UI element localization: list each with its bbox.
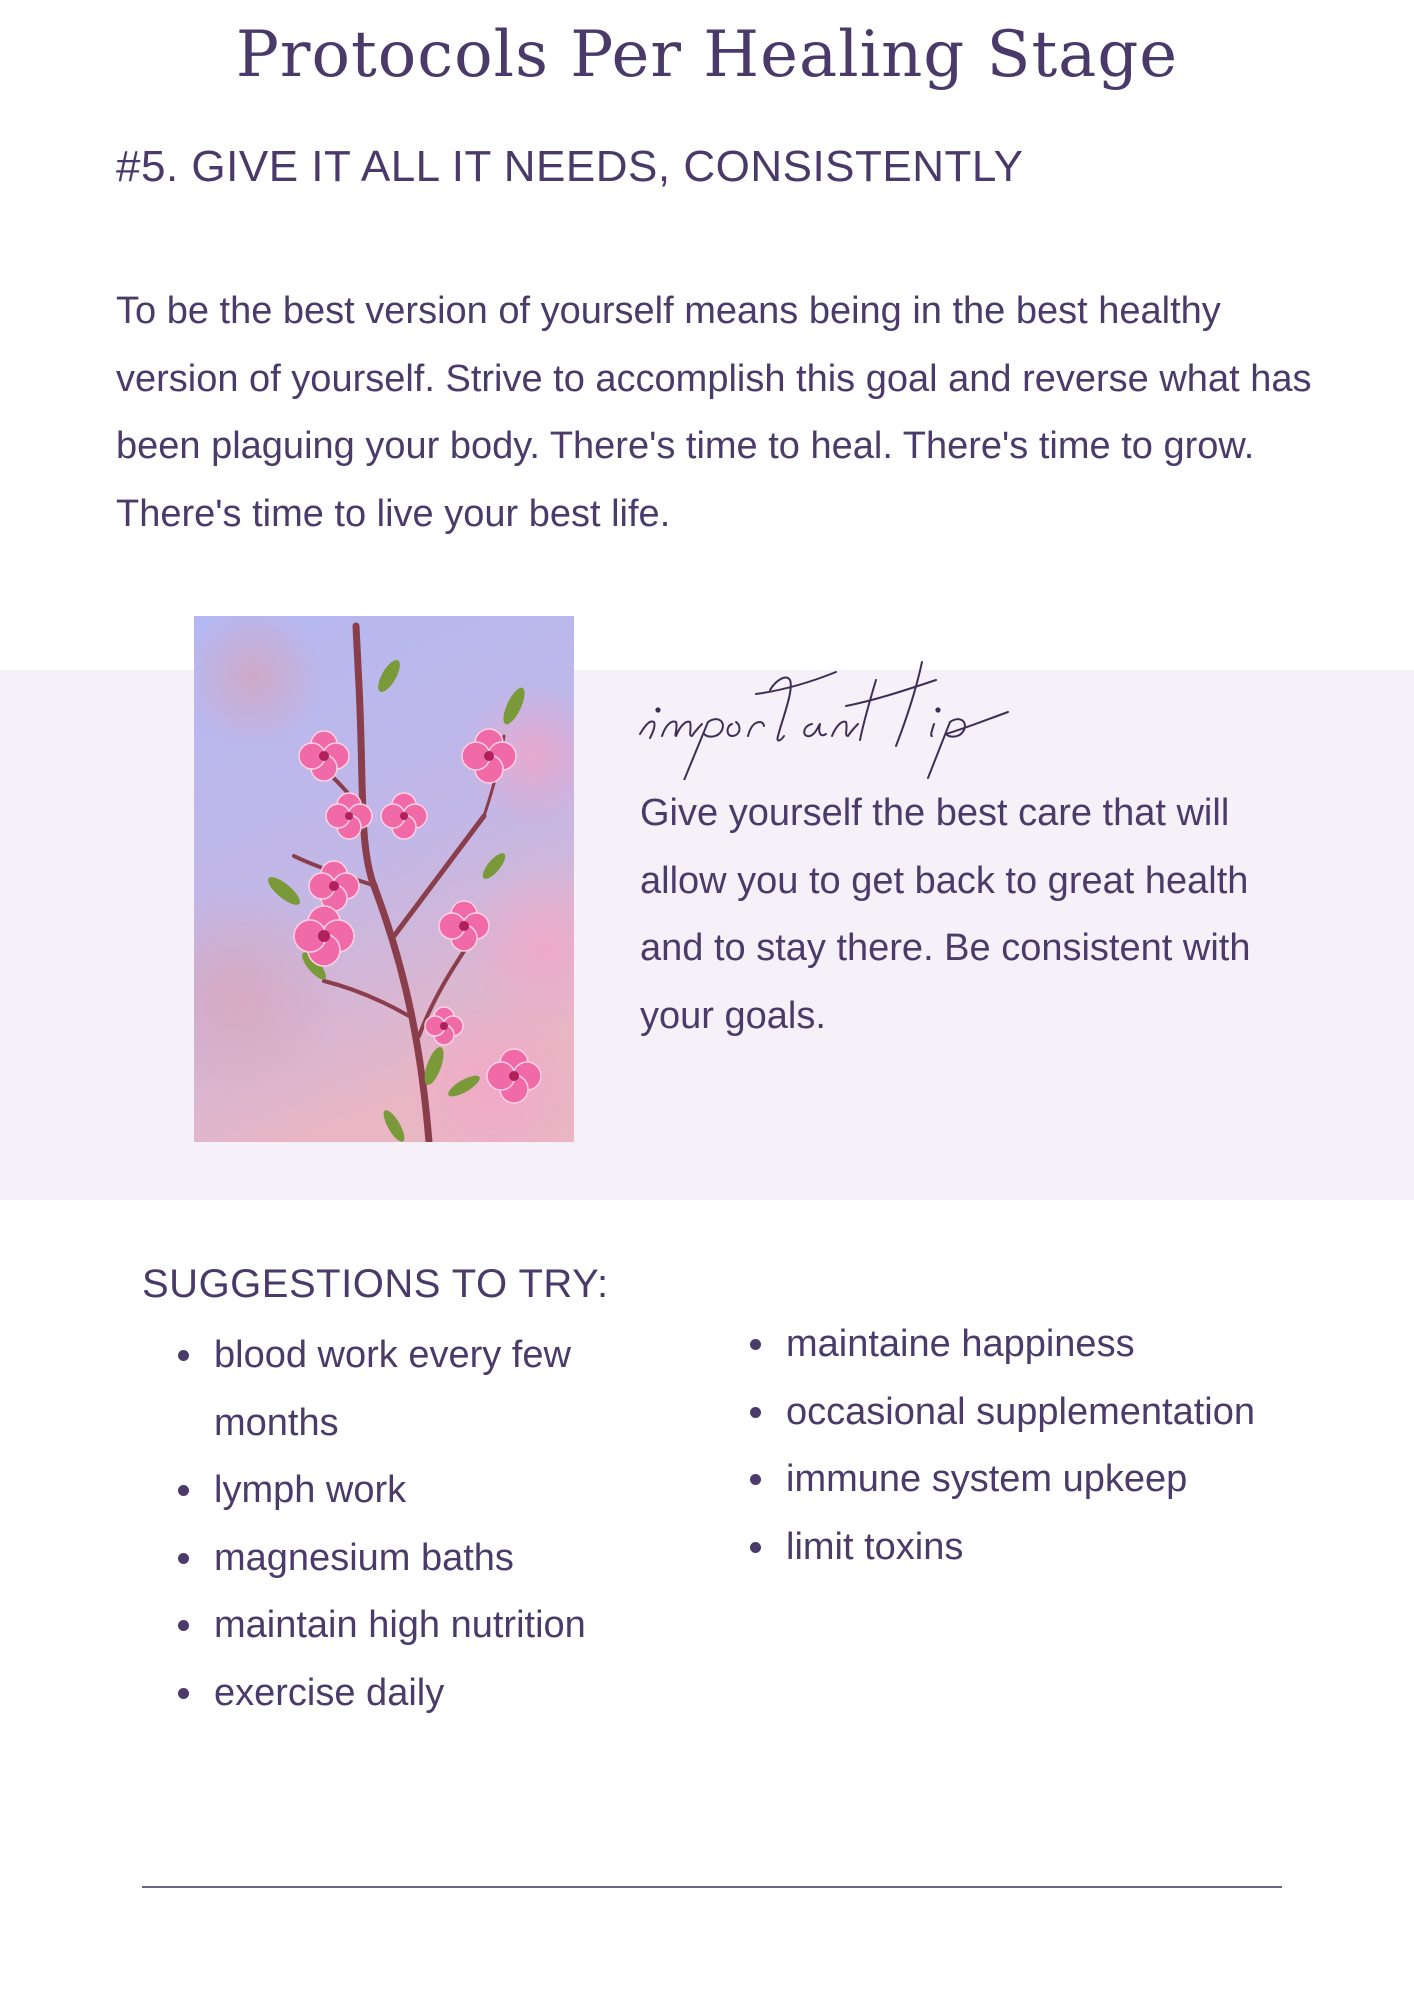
list-item	[714, 1379, 1374, 1447]
bullet-icon	[178, 1688, 189, 1699]
section-heading: #5. GIVE IT ALL IT NEEDS, CONSISTENTLY	[116, 142, 1024, 191]
bullet-icon	[178, 1350, 189, 1361]
list-item-text: occasional supplementation	[786, 1390, 1255, 1433]
list-item	[142, 1457, 702, 1525]
blossom-photo	[194, 616, 574, 1142]
list-item	[142, 1660, 702, 1728]
tip-body: Give yourself the best care that will allow you to get back to great health and to stay there. Be consistent with your goals.	[640, 792, 1251, 1037]
bullet-icon	[178, 1485, 189, 1496]
list-item-text: maintain high nutrition	[214, 1604, 586, 1646]
list-item-text: lymph work	[214, 1469, 407, 1511]
bullet-icon	[750, 1407, 761, 1418]
list-item-text: exercise daily	[214, 1671, 445, 1714]
bullet-icon	[178, 1620, 189, 1631]
list-item-text: limit toxins	[786, 1525, 964, 1568]
list-item	[714, 1514, 1374, 1582]
intro-paragraph: To be the best version of yourself means being in the best healthy version of yourself. Strive to accomplish this goal and reverse what has been plaguing your body. There's time to heal. There's time to grow. There's time to live your best life.	[116, 290, 1312, 535]
important-tip-script	[636, 650, 1076, 780]
list-item-text: blood work every few months	[214, 1334, 571, 1444]
footer-divider	[142, 1886, 1282, 1888]
list-item-text: maintaine happiness	[786, 1323, 1135, 1365]
list-item	[142, 1525, 702, 1593]
bullet-icon	[750, 1474, 761, 1485]
bullet-icon	[178, 1553, 189, 1564]
list-item-text: immune system upkeep	[786, 1458, 1188, 1500]
suggestions-heading: SUGGESTIONS TO TRY:	[142, 1262, 609, 1306]
bullet-icon	[750, 1542, 761, 1553]
bullet-icon	[750, 1339, 761, 1350]
important-tip-lettering	[636, 650, 1076, 780]
list-item-text: magnesium baths	[214, 1536, 514, 1579]
list-item	[714, 1311, 1374, 1379]
list-item	[714, 1446, 1374, 1514]
page-title: Protocols Per Healing Stage	[235, 18, 1179, 92]
suggestions-list-right	[714, 1311, 1374, 1581]
list-item	[142, 1592, 702, 1660]
suggestions-list-left	[142, 1322, 702, 1727]
list-item	[142, 1322, 702, 1457]
